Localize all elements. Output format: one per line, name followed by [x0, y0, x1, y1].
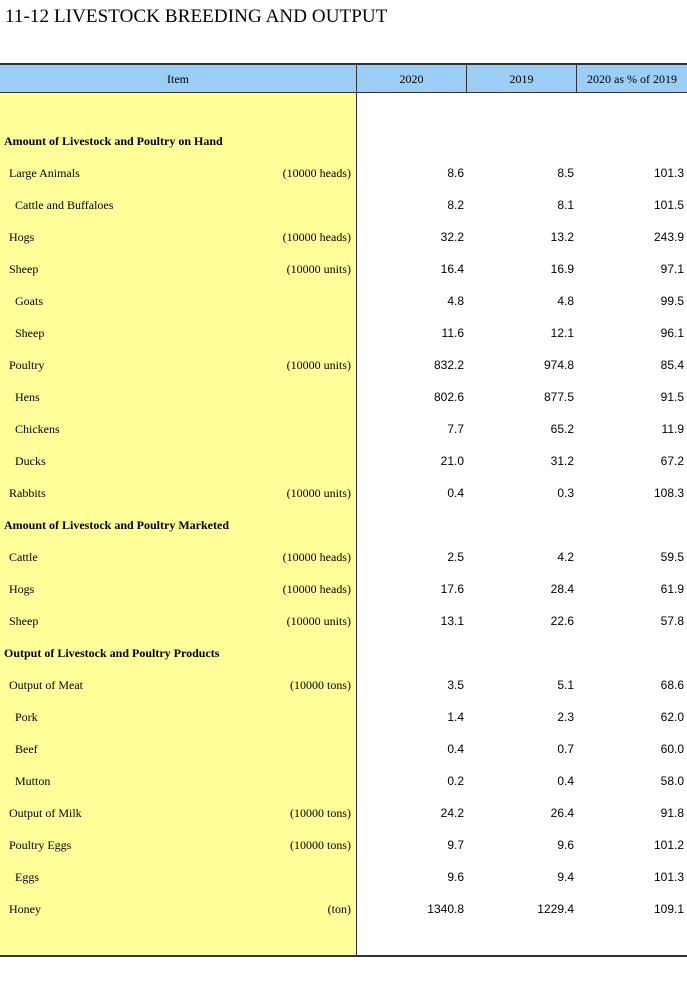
- table-row: [0, 413, 687, 445]
- item-label: Beef: [15, 742, 38, 756]
- value-2020: 16.4: [440, 262, 464, 276]
- value-2020: 7.7: [447, 422, 464, 436]
- value-2020: 3.5: [447, 678, 464, 692]
- item-label: Large Animals: [9, 166, 80, 180]
- value-2020: 0.2: [447, 774, 464, 788]
- unit-label: (10000 tons): [290, 838, 351, 852]
- unit-label: (10000 units): [286, 358, 351, 372]
- header-pct: 2020 as % of 2019: [587, 72, 677, 86]
- value-2020: 1.4: [447, 710, 464, 724]
- value-pct: 91.5: [660, 390, 684, 404]
- table-row: [0, 797, 687, 829]
- table-header: [0, 63, 687, 93]
- section-label: Amount of Livestock and Poultry Marketed: [4, 518, 229, 532]
- value-pct: 67.2: [660, 454, 684, 468]
- unit-label: (10000 heads): [282, 230, 351, 244]
- table-row: [0, 701, 687, 733]
- value-pct: 62.0: [660, 710, 684, 724]
- section-row: [0, 637, 687, 669]
- value-2020: 2.5: [447, 550, 464, 564]
- value-2019: 9.6: [557, 838, 574, 852]
- value-2020: 17.6: [440, 582, 464, 596]
- value-2019: 974.8: [543, 358, 574, 372]
- item-label: Chickens: [15, 422, 60, 436]
- unit-label: (10000 units): [286, 486, 351, 500]
- value-2020: 13.1: [440, 614, 464, 628]
- value-pct: 57.8: [660, 614, 684, 628]
- value-2019: 28.4: [550, 582, 574, 596]
- value-pct: 101.3: [653, 166, 684, 180]
- unit-label: (10000 units): [286, 614, 351, 628]
- value-2019: 9.4: [557, 870, 574, 884]
- unit-label: (ton): [327, 902, 351, 916]
- value-2020: 24.2: [440, 806, 464, 820]
- value-2020: 9.6: [447, 870, 464, 884]
- table-row: [0, 189, 687, 221]
- header-item: Item: [167, 72, 189, 86]
- value-2020: 9.7: [447, 838, 464, 852]
- section-label: Output of Livestock and Poultry Products: [4, 646, 220, 660]
- item-label: Mutton: [15, 774, 51, 788]
- value-pct: 99.5: [660, 294, 684, 308]
- value-2019: 31.2: [550, 454, 574, 468]
- value-pct: 243.9: [653, 230, 684, 244]
- unit-label: (10000 heads): [282, 550, 351, 564]
- header-2019: 2019: [509, 72, 534, 86]
- unit-label: (10000 heads): [282, 582, 351, 596]
- value-2019: 26.4: [550, 806, 574, 820]
- table-row: [0, 733, 687, 765]
- value-2020: 8.2: [447, 198, 464, 212]
- item-label: Goats: [15, 294, 43, 308]
- item-label: Hogs: [9, 582, 35, 596]
- table-row: [0, 861, 687, 893]
- table-row: [0, 893, 687, 925]
- item-label: Cattle: [9, 550, 38, 564]
- value-2020: 0.4: [447, 486, 464, 500]
- table-row: [0, 349, 687, 381]
- value-pct: 91.8: [660, 806, 684, 820]
- value-2020: 8.6: [447, 166, 464, 180]
- value-pct: 96.1: [660, 326, 684, 340]
- table-row: [0, 157, 687, 189]
- value-2019: 2.3: [557, 710, 574, 724]
- table-row: [0, 765, 687, 797]
- value-2020: 4.8: [447, 294, 464, 308]
- value-pct: 101.3: [653, 870, 684, 884]
- value-2020: 802.6: [433, 390, 464, 404]
- value-2019: 65.2: [550, 422, 574, 436]
- value-pct: 101.5: [653, 198, 684, 212]
- table-row: [0, 285, 687, 317]
- value-2020: 32.2: [440, 230, 464, 244]
- item-label: Rabbits: [9, 486, 46, 500]
- value-2020: 11.6: [441, 326, 464, 340]
- page-title: 11-12 LIVESTOCK BREEDING AND OUTPUT: [5, 6, 388, 27]
- table-row: [0, 573, 687, 605]
- table-row: [0, 317, 687, 349]
- value-2019: 4.8: [557, 294, 574, 308]
- table-row: [0, 381, 687, 413]
- table-bottom-rule: [0, 955, 687, 957]
- item-label: Hogs: [9, 230, 35, 244]
- value-pct: 58.0: [660, 774, 684, 788]
- value-2019: 12.1: [550, 326, 574, 340]
- value-2019: 1229.4: [537, 902, 574, 916]
- value-pct: 109.1: [653, 902, 684, 916]
- section-label: Amount of Livestock and Poultry on Hand: [4, 134, 223, 148]
- item-label: Output of Meat: [9, 678, 83, 692]
- value-2019: 16.9: [550, 262, 574, 276]
- value-pct: 85.4: [660, 358, 684, 372]
- unit-label: (10000 units): [286, 262, 351, 276]
- item-label: Sheep: [9, 614, 39, 628]
- value-2020: 21.0: [440, 454, 464, 468]
- table-row: [0, 477, 687, 509]
- item-label: Poultry Eggs: [9, 838, 72, 852]
- table-row: [0, 541, 687, 573]
- value-2019: 0.4: [557, 774, 574, 788]
- unit-label: (10000 heads): [282, 166, 351, 180]
- section-row: [0, 125, 687, 157]
- value-pct: 60.0: [660, 742, 684, 756]
- unit-label: (10000 tons): [290, 678, 351, 692]
- unit-label: (10000 tons): [290, 806, 351, 820]
- item-label: Eggs: [15, 870, 39, 884]
- table-row: [0, 221, 687, 253]
- value-2019: 5.1: [557, 678, 574, 692]
- item-label: Hens: [15, 390, 40, 404]
- value-2020: 832.2: [433, 358, 464, 372]
- item-label: Sheep: [15, 326, 45, 340]
- table-row: [0, 605, 687, 637]
- item-label: Poultry: [9, 358, 45, 372]
- header-2020: 2020: [399, 72, 424, 86]
- value-pct: 68.6: [660, 678, 684, 692]
- value-pct: 101.2: [653, 838, 684, 852]
- value-2019: 22.6: [550, 614, 574, 628]
- value-2019: 8.1: [557, 198, 574, 212]
- table-row: [0, 829, 687, 861]
- value-pct: 59.5: [660, 550, 684, 564]
- table-row: [0, 669, 687, 701]
- item-label: Cattle and Buffaloes: [15, 198, 114, 212]
- value-pct: 11.9: [661, 422, 684, 436]
- value-2019: 877.5: [543, 390, 574, 404]
- item-label: Honey: [9, 902, 41, 916]
- table-row: [0, 253, 687, 285]
- section-row: [0, 509, 687, 541]
- value-pct: 108.3: [653, 486, 684, 500]
- value-2020: 1340.8: [427, 902, 464, 916]
- value-2020: 0.4: [447, 742, 464, 756]
- table-row: [0, 445, 687, 477]
- item-label: Ducks: [15, 454, 46, 468]
- value-2019: 13.2: [550, 230, 574, 244]
- item-label: Pork: [15, 710, 38, 724]
- value-pct: 97.1: [660, 262, 684, 276]
- value-2019: 0.3: [557, 486, 574, 500]
- value-2019: 4.2: [557, 550, 574, 564]
- item-label: Output of Milk: [9, 806, 82, 820]
- value-2019: 0.7: [557, 742, 574, 756]
- item-label: Sheep: [9, 262, 39, 276]
- value-pct: 61.9: [660, 582, 684, 596]
- value-2019: 8.5: [557, 166, 574, 180]
